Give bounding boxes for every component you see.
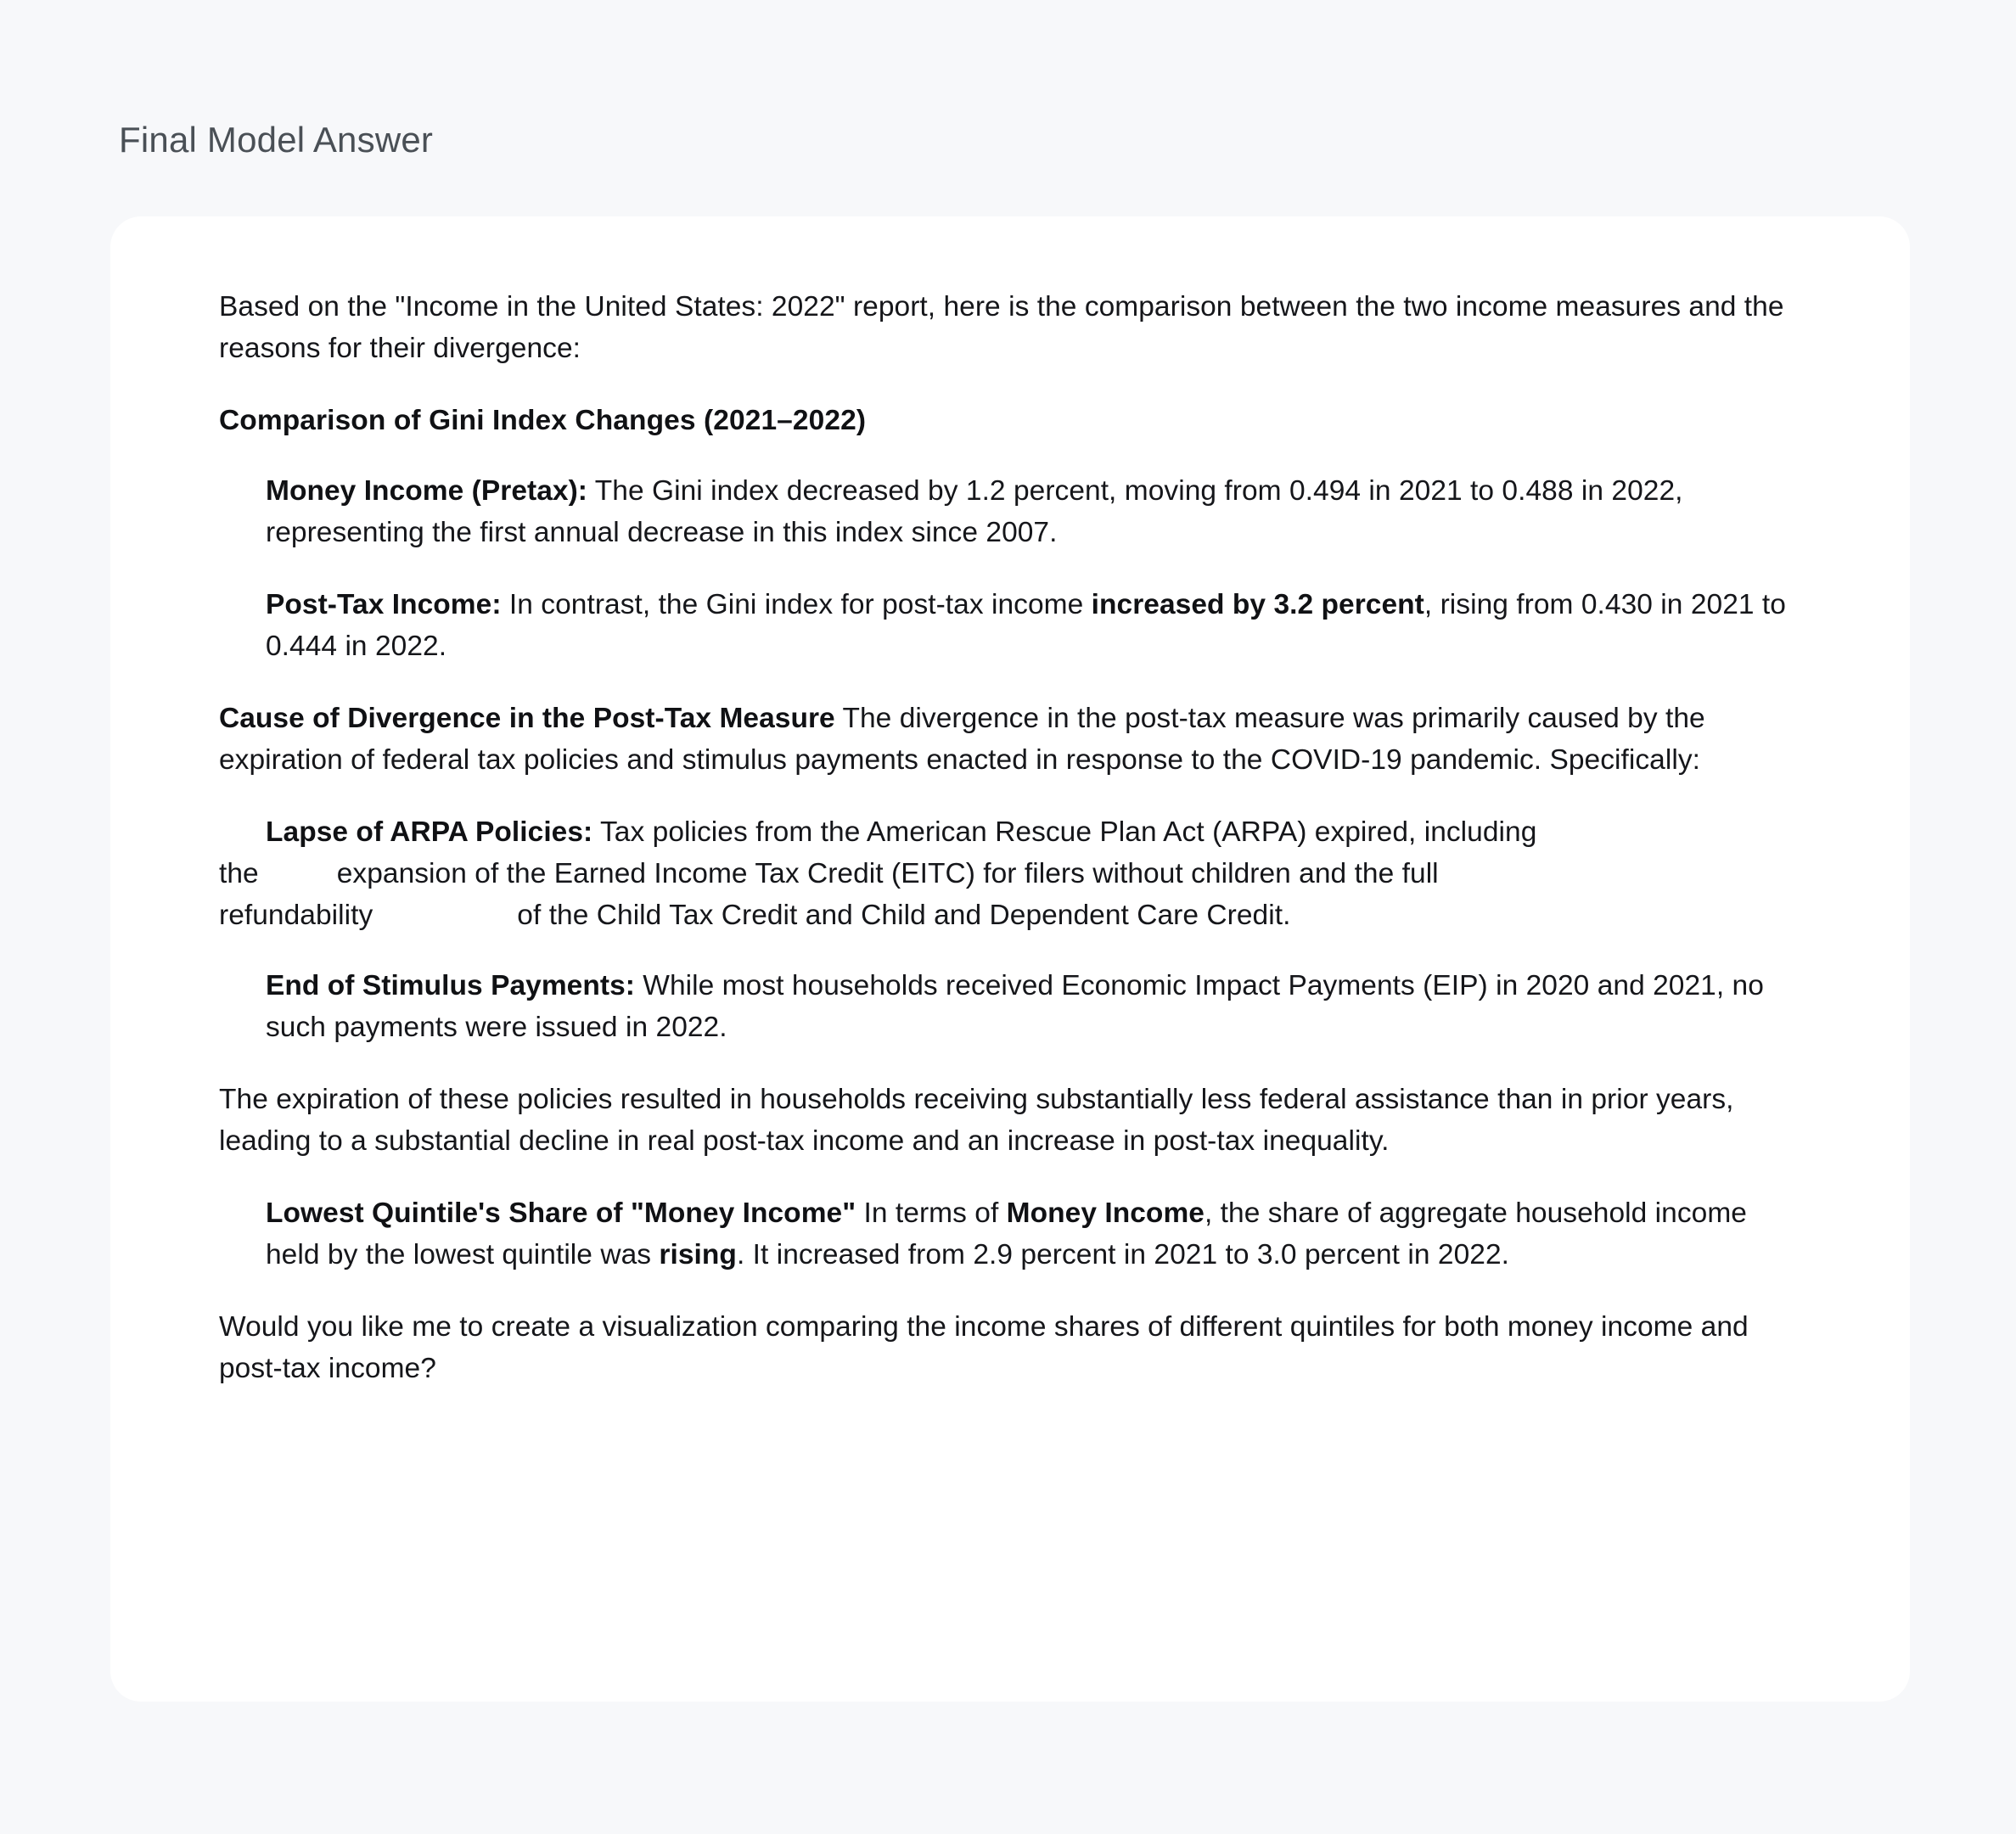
post-tax-income-text-before: In contrast, the Gini index for post-tax income bbox=[501, 589, 1092, 620]
intro-paragraph: Based on the "Income in the United States: 2022" report, here is the comparison between the two income measures and the reasons for their divergence: bbox=[219, 291, 1784, 364]
stimulus-item bbox=[266, 965, 1805, 1048]
money-income-text: The Gini index decreased by 1.2 percent, moving from 0.494 in 2021 to 0.488 in 2022, representing the first annual decrease in this index since 2007. bbox=[266, 475, 1683, 548]
cause-of-divergence-label: Cause of Divergence in the Post-Tax Measure bbox=[219, 703, 835, 734]
expiration-paragraph: The expiration of these policies resulted in households receiving substantially less federal assistance than in prior years, leading to a substantial decline in real post-tax income and an increase in post-tax inequality. bbox=[219, 1084, 1734, 1157]
cause-of-divergence-text: The divergence in the post-tax measure was primarily caused by the expiration of federal tax policies and stimulus payments enacted in response to the COVID-19 pandemic. Specifically: bbox=[219, 703, 1705, 776]
stimulus-text: While most households received Economic Impact Payments (EIP) in 2020 and 2021, no such payments were issued in 2022. bbox=[266, 970, 1764, 1043]
arpa-item bbox=[219, 811, 1805, 936]
lowest-quintile-text-3: . It increased from 2.9 percent in 2021 to 3.0 percent in 2022. bbox=[736, 1239, 1510, 1270]
post-tax-income-text-after: , rising from 0.430 in 2021 to 0.444 in 2022. bbox=[266, 589, 1786, 662]
answer-card bbox=[110, 216, 1910, 1702]
comparison-heading: Comparison of Gini Index Changes (2021–2022) bbox=[219, 405, 867, 436]
post-tax-income-label: Post-Tax Income: bbox=[266, 589, 502, 620]
answer-content bbox=[219, 286, 1805, 1420]
cause-of-divergence-paragraph bbox=[219, 698, 1805, 781]
lowest-quintile-item bbox=[266, 1192, 1805, 1276]
arpa-line2-start: the bbox=[219, 858, 259, 889]
page-title: Final Model Answer bbox=[119, 120, 434, 160]
lowest-quintile-label: Lowest Quintile's Share of "Money Income" bbox=[266, 1197, 856, 1229]
arpa-line1: Tax policies from the American Rescue Plan Act (ARPA) expired, including bbox=[592, 816, 1537, 848]
money-income-label: Money Income (Pretax): bbox=[266, 475, 587, 507]
post-tax-income-emphasis: increased by 3.2 percent bbox=[1091, 589, 1424, 620]
lowest-quintile-text-1: In terms of bbox=[856, 1197, 1007, 1229]
arpa-line2-rest: expansion of the Earned Income Tax Credit (EITC) for filers without children and the full bbox=[336, 858, 1439, 889]
arpa-label: Lapse of ARPA Policies: bbox=[266, 816, 593, 848]
closing-question-paragraph: Would you like me to create a visualization comparing the income shares of different quintiles for both money income and post-tax income? bbox=[219, 1311, 1749, 1384]
post-tax-income-item bbox=[266, 584, 1805, 667]
lowest-quintile-emphasis-2: rising bbox=[659, 1239, 737, 1270]
stimulus-label: End of Stimulus Payments: bbox=[266, 970, 635, 1001]
lowest-quintile-emphasis-1: Money Income bbox=[1006, 1197, 1205, 1229]
lowest-quintile-text-2: , the share of aggregate household income held by the lowest quintile was bbox=[266, 1197, 1747, 1270]
arpa-line3-start: refundability bbox=[219, 900, 373, 931]
money-income-item bbox=[266, 470, 1805, 553]
arpa-line3-rest: of the Child Tax Credit and Child and Dependent Care Credit. bbox=[517, 900, 1291, 931]
